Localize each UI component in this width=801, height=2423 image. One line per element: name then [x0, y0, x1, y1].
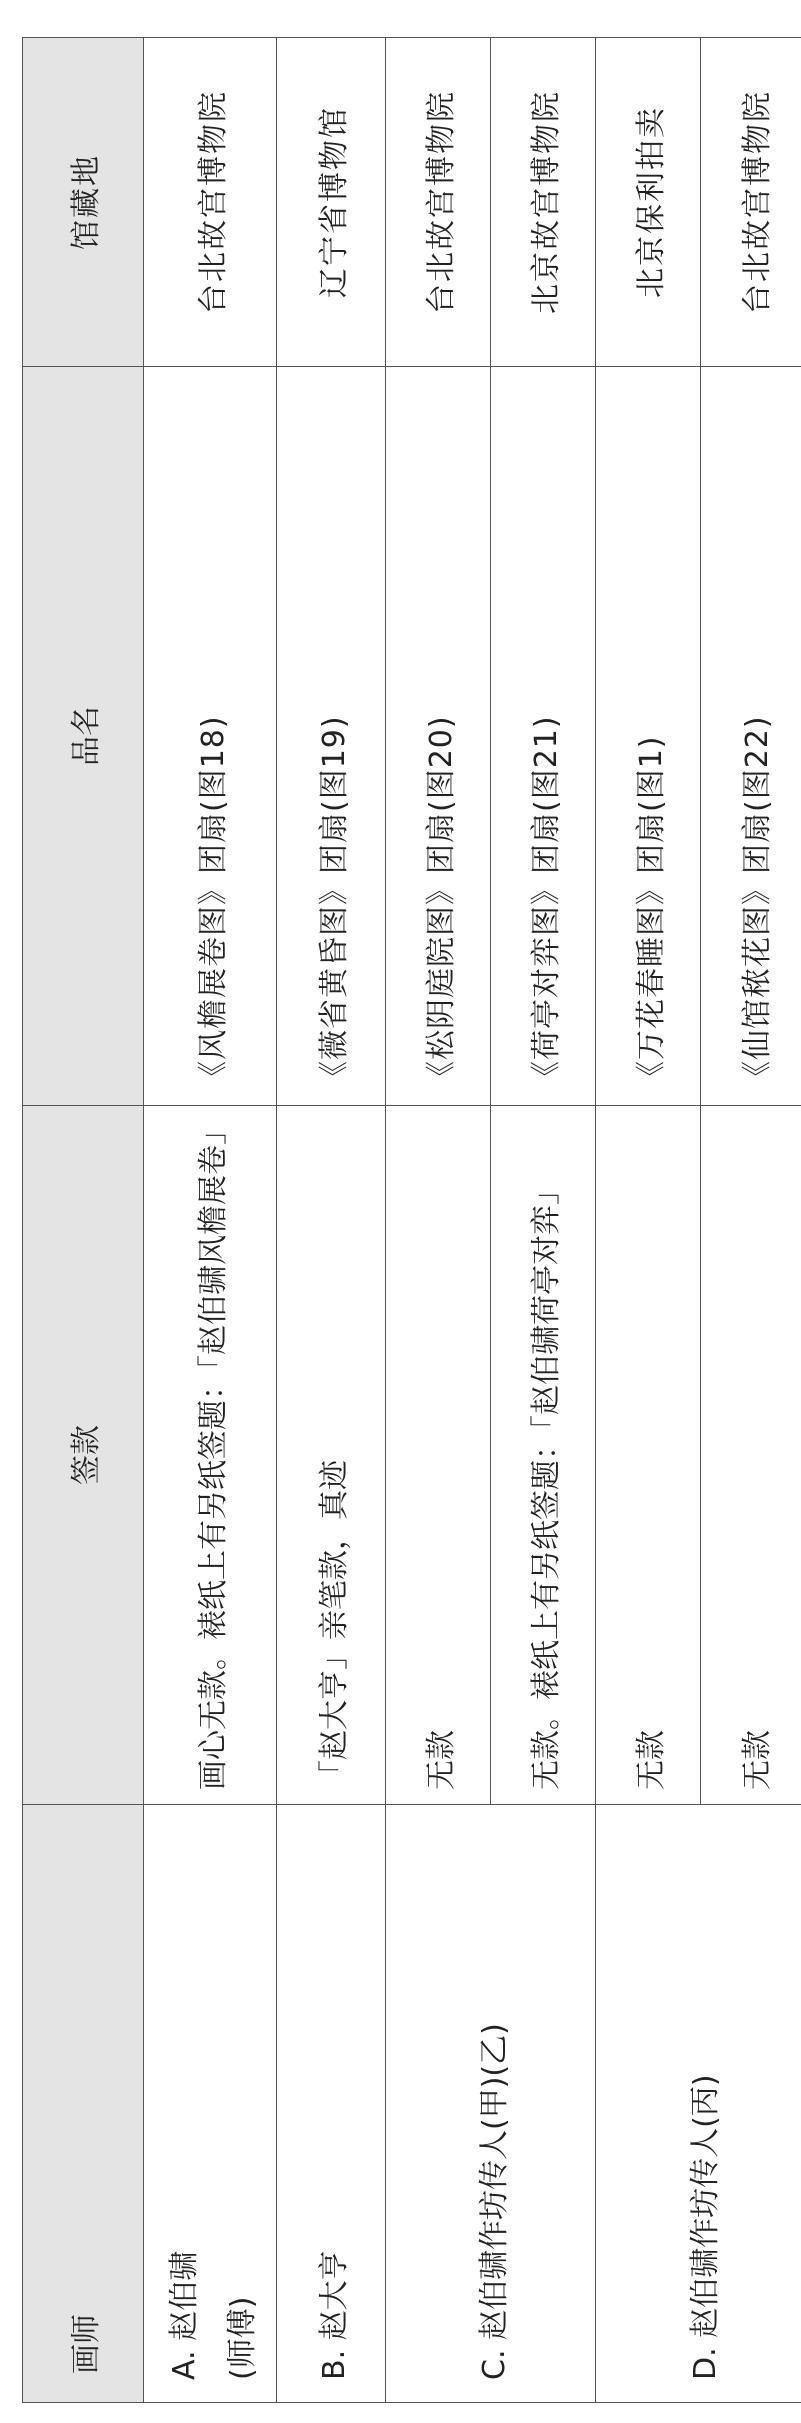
title-cell: 《风檐展卷图》团扇(图18) [144, 367, 277, 1106]
painting-attribution-table [22, 37, 801, 2403]
header-signature: 签款 [23, 1106, 144, 1805]
signature-cell: 「赵大亨」亲笔款，真迹 [277, 1106, 386, 1805]
location-cell: 北京保利拍卖 [596, 38, 701, 367]
title-cell: 《荷亭对弈图》团扇(图21) [491, 367, 596, 1106]
painter-role: (师傅) [225, 2296, 260, 2380]
location-cell: 台北故宫博物院 [701, 38, 801, 367]
title-cell: 《仙馆秾花图》团扇(图22) [701, 367, 801, 1106]
title-cell: 《万花春睡图》团扇(图1) [596, 367, 701, 1106]
painter-cell-group-c: C. 赵伯骕作坊传人(甲)(乙) [386, 1805, 596, 2403]
painter-cell [144, 1805, 277, 2403]
table-row [386, 38, 491, 2403]
header-location: 馆藏地 [23, 38, 144, 367]
table-row [144, 38, 277, 2403]
signature-cell: 无款 [596, 1106, 701, 1805]
location-cell: 北京故宫博物院 [491, 38, 596, 367]
title-cell: 《薇省黄昏图》团扇(图19) [277, 367, 386, 1106]
signature-cell: 无款 [701, 1106, 801, 1805]
signature-cell: 画心无款。裱纸上有另纸签题：「赵伯骕风檐展卷」 [144, 1106, 277, 1805]
location-cell: 台北故宫博物院 [386, 38, 491, 367]
title-cell: 《松阴庭院图》团扇(图20) [386, 367, 491, 1106]
signature-cell: 无款。裱纸上有另纸签题：「赵伯骕荷亭对弈」 [491, 1106, 596, 1805]
header-row [23, 38, 144, 2403]
signature-cell: 无款 [386, 1106, 491, 1805]
location-cell: 台北故宫博物院 [144, 38, 277, 367]
painter-cell-group-d: D. 赵伯骕作坊传人(丙) [596, 1805, 801, 2403]
header-painter: 画师 [23, 1805, 144, 2403]
table-row [277, 38, 386, 2403]
location-cell: 辽宁省博物馆 [277, 38, 386, 367]
painter-cell: B. 赵大亨 [277, 1805, 386, 2403]
table-row [596, 38, 701, 2403]
painter-name: A. 赵伯骕 [167, 2250, 202, 2380]
header-title: 品名 [23, 367, 144, 1106]
